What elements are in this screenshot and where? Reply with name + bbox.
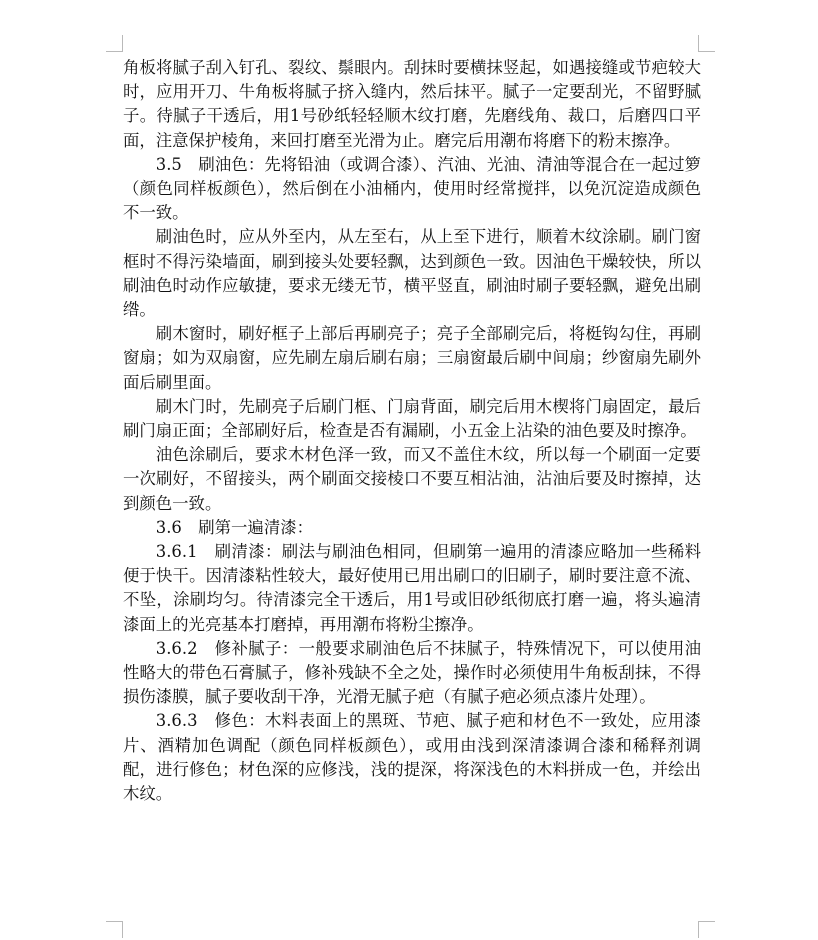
crop-mark-top-left [106,35,123,52]
paragraph: 刷木窗时，刷好框子上部后再刷亮子；亮子全部刷完后，将梃钩勾住，再刷窗扇；如为双扇窗，应先刷左扇后刷右扇；三扇窗最后刷中间扇；纱窗扇先刷外面后刷里面。 [123,324,701,392]
paragraph: 3.5 刷油色：先将铅油（或调合漆）、汽油、光油、清油等混合在一起过箩（颜色同样板颜色），然后倒在小油桶内，使用时经常搅拌，以免沉淀造成颜色不一致。 [123,154,701,223]
paragraph: 油色涂刷后，要求木材色泽一致，而又不盖住木纹，所以每一个刷面一定要一次刷好，不留接头，两个刷面交接棱口不要互相沾油，沾油后要及时擦掉，达到颜色一致。 [123,445,701,513]
document-body [123,56,701,806]
paragraph: 3.6.1 刷清漆：刷法与刷油色相同，但刷第一遍用的清漆应略加一些稀料便于快干。因清漆粘性较大，最好使用已用出刷口的旧刷子，刷时要注意不流、不坠，涂刷均匀。待清漆完全干透后，用1号或旧砂纸彻底打磨一遍，将头遍清漆面上的光亮基本打磨掉，再用潮布将粉尘擦净。 [123,542,701,634]
paragraph: 刷木门时，先刷亮子后刷门框、门扇背面，刷完后用木楔将门扇固定，最后刷门扇正面；全部刷好后，检查是否有漏刷，小五金上沾染的油色要及时擦净。 [123,396,701,441]
paragraph: 3.6.2 修补腻子：一般要求刷油色后不抹腻子，特殊情况下，可以使用油性略大的带色石膏腻子，修补残缺不全之处，操作时必须使用牛角板刮抹，不得损伤漆膜，腻子要收刮干净，光滑无腻子疤（有腻子疤必须点漆片处理）。 [123,638,701,707]
paragraph: 刷油色时，应从外至内，从左至右，从上至下进行，顺着木纹涂刷。刷门窗框时不得污染墙面，刷到接头处要轻飘，达到颜色一致。因油色干燥较快，所以刷油色时动作应敏捷，要求无缕无节，横平竖直，刷油时刷子要轻飘，避免出刷绺。 [123,227,701,320]
crop-mark-bottom-left [106,921,123,938]
paragraph: 角板将腻子刮入钉孔、裂纹、鬃眼内。刮抹时要横抹竖起，如遇接缝或节疤较大时，应用开刀、牛角板将腻子挤入缝内，然后抹平。腻子一定要刮光，不留野腻子。待腻子干透后，用1号砂纸轻轻顺木纹打磨，先磨线角、裁口，后磨四口平面，注意保护棱角，来回打磨至光滑为止。磨完后用潮布将磨下的粉末擦净。 [123,58,701,150]
crop-mark-bottom-right [698,921,715,938]
paragraph: 3.6.3 修色：木料表面上的黑斑、节疤、腻子疤和材色不一致处，应用漆片、酒精加色调配（颜色同样板颜色），或用由浅到深清漆调合漆和稀释剂调配，进行修色；材色深的应修浅，浅的提深，将深浅色的木料拼成一色，并绘出木纹。 [123,711,701,804]
crop-mark-top-right [698,35,715,52]
section-heading: 3.6 刷第一遍清漆： [155,517,313,537]
